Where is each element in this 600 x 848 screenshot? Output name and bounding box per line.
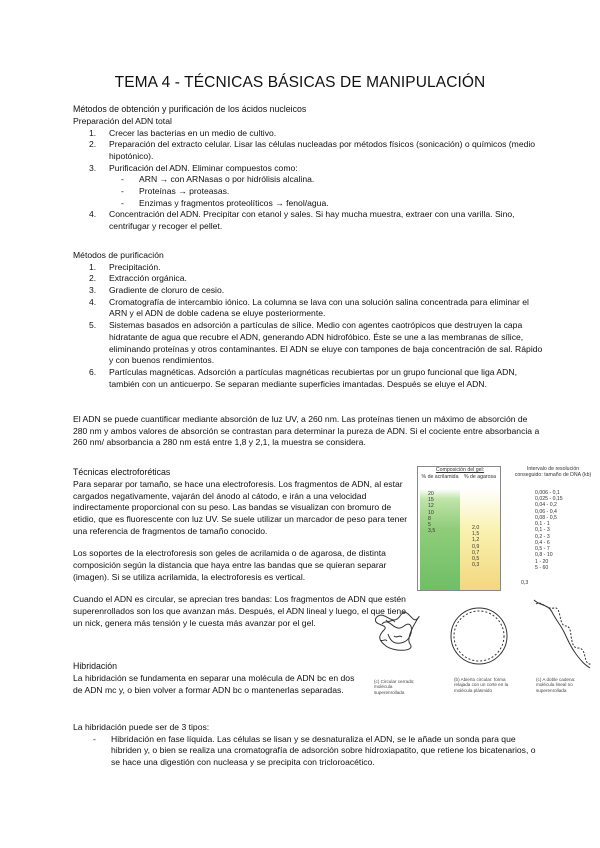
agarose-value: 0,3 <box>472 562 480 569</box>
item-number: 5. <box>89 320 97 331</box>
list-item <box>89 128 543 140</box>
linear-dna <box>534 600 592 668</box>
section-heading: Métodos de obtención y purificación de los ácidos nucleicos <box>73 104 307 114</box>
resolution-value: 0,06 - 0,4 <box>535 508 557 515</box>
agarose-value: 1,5 <box>472 531 480 538</box>
sub-item <box>121 198 543 210</box>
item-text: Gradiente de cloruro de cesio. <box>109 285 225 296</box>
resolution-values <box>535 490 563 571</box>
item-number: 4. <box>89 296 97 307</box>
item-number: 1. <box>89 127 97 138</box>
list-item <box>89 285 543 297</box>
item-text: Extracción orgánica. <box>109 273 187 284</box>
subheading: Preparación del ADN total <box>73 115 172 126</box>
agarose-value: 2,0 <box>472 525 480 531</box>
list-item <box>89 139 543 162</box>
item-text: Hibridación en fase líquida. Las células se lisan y se desnaturaliza el ADN, se le añade un sonda para que hibriden y, o bien se realiza una cromatografía de adsorción sobre hidroxiapatito, que retiene los bicatenarios, o se hace una digestión con nucleasa y se precipita con tricloroacético. <box>111 733 536 768</box>
paragraph: La hibridación puede ser de 3 tipos: <box>73 722 210 732</box>
acrylamide-value: 5 <box>428 522 431 529</box>
sub-item <box>121 186 543 198</box>
item-text: Preparación del extracto celular. Lisar las células nucleadas por métodos físicos (sonicación) o químicos (medio hipotónico). <box>109 139 536 162</box>
sub-item-text: Proteínas → proteasas. <box>139 186 230 197</box>
bullet-marker: - <box>93 733 96 744</box>
resolution-value: 0,2 - 3 <box>535 533 550 540</box>
section-heading: Hibridación <box>73 661 118 671</box>
sub-item-text: Enzimas y fragmentos proteolíticos → fenol/agua. <box>139 197 329 208</box>
gel-composition-figure <box>417 466 593 591</box>
resolution-header: Intervalo de resolución conseguido: tamaño de DNA (kb) <box>514 466 592 479</box>
supercoiled-dna <box>375 612 419 650</box>
resolution-value: 5 - 60 <box>535 564 549 571</box>
page-title: TEMA 4 - TÉCNICAS BÁSICAS DE MANIPULACIÓN <box>114 74 486 91</box>
dna-conformations-figure <box>364 596 596 695</box>
resolution-value: 0,025 - 0,15 <box>535 496 563 503</box>
item-text: Crecer las bacterias en un medio de cultivo. <box>109 127 277 138</box>
list-item <box>89 163 543 210</box>
section-obtencion <box>73 104 543 233</box>
agarose-header: % de agarosa <box>463 474 496 480</box>
list-item <box>89 262 543 274</box>
list-item <box>89 273 543 285</box>
acrylamide-values <box>428 491 435 535</box>
open-circular-dna <box>451 608 507 664</box>
item-number: 3. <box>89 285 97 296</box>
agarose-values <box>472 525 479 569</box>
paragraph: Para separar por tamaño, se hace una electroforesis. Los fragmentos de ADN, al estar cargados negativamente, vajarán del ánodo al cátodo, e irán a una velocidad indirectamente proporcional con su peso. Las bandas se visualizan con bromuro de etidio, que es fluorescente con luz UV. Se suele utilizar un marcador de peso para tener una referencia de fragmentos de tamaño conocido. <box>73 478 408 536</box>
agarose-value: 0,7 <box>472 549 480 556</box>
dash-marker: - <box>121 197 124 208</box>
caption-open-circular: (b) Abierto circular: forma relajada con un corte en la molécula plásmido <box>454 677 509 693</box>
sub-item <box>121 174 543 186</box>
section-hibridacion <box>73 661 363 696</box>
resolution-value: 0,1 - 1 <box>535 521 550 528</box>
sub-item-text: ARN → con ARNasas o por hidrólisis alcalina. <box>139 174 315 185</box>
caption-supercoiled: (c) Circular cerrado: molécula superenrollada <box>374 679 415 695</box>
acrylamide-column <box>420 489 460 590</box>
resolution-value: 0,04 - 0,2 <box>535 502 557 509</box>
paragraph: Cuando el ADN es circular, se aprecian tres bandas: Los fragmentos de ADN que estén superenrollados son los que avanzan más. Después, el ADN lineal y luego, el que tiene un nick, genera más tensión y le cuesta más avanzar por el gel. <box>73 594 406 628</box>
dash-marker: - <box>121 174 124 185</box>
item-text: Concentración del ADN. Precipitar con etanol y sales. Si hay mucha muestra, extraer con una varilla. Sino, centrifugar y recoger el pellet. <box>109 209 515 232</box>
acrylamide-header: % de acrilamida <box>421 474 459 480</box>
section-heading: Métodos de purificación <box>73 250 164 260</box>
item-number: 6. <box>89 366 97 377</box>
item-text: Partículas magnéticas. Adsorción a partículas magnéticas recubiertas por un grupo funcional que liga ADN, también con un anticuerpo. Se separan mediante superficies imantadas. Después se eluye el ADN. <box>109 366 517 389</box>
paragraph: Los soportes de la electroforesis son geles de acrilamida o de agarosa, de distinta composición según la distancia que haya entre las bandas que se quieran separar (imagen). Si se utiliza acrilamida, la electroforesis es vertical. <box>73 548 387 582</box>
steps-list <box>89 128 543 233</box>
acrylamide-value: 20 <box>428 491 434 497</box>
agarose-column <box>460 489 500 590</box>
gel-box-title: Composición del gel: <box>435 467 485 473</box>
quantification-paragraph: El ADN se puede cuantificar mediante absorción de luz UV, a 260 nm. Las proteínas tienen un máximo de absorción de 280 nm y ambos valores de absorción se contrastan para determinar la pureza de ADN. Si el cociente entre absorbancia a 260 nm/ absorbancia a 280 nm está entre 1,8 y 2,1, la muestra se considera. <box>73 414 540 448</box>
item-number: 2. <box>89 139 97 150</box>
dna-drawing <box>364 596 596 676</box>
section-purificacion <box>73 250 543 390</box>
item-text: Sistemas basados en adsorción a partículas de sílice. Medio con agentes caotrópicos que destruyen la capa hidratante de agua que recubre el ADN, generando ADN hidrofóbico. Éste se une a las membranas de sílice, eliminando proteínas y otros contaminantes. El ADN se eluye con tampones de baja concentración de sal. Rápido y con buenos rendimientos. <box>109 320 543 366</box>
item-number: 1. <box>89 261 97 272</box>
acrylamide-value: 8 <box>428 515 431 522</box>
agarose-value: 1,2 <box>472 537 480 544</box>
paragraph: La hibridación se fundamenta en separar una molécula de ADN bc en dos de ADN mc y, o bien volver a formar ADN bc o mantenerlas separadas. <box>73 672 355 695</box>
resolution-value: 0,8 - 10 <box>535 552 553 559</box>
resolution-value: 0,5 - 7 <box>535 546 550 553</box>
purification-list <box>89 262 543 391</box>
acrylamide-value: 15 <box>428 497 434 504</box>
acrylamide-value: 12 <box>428 503 434 510</box>
list-item <box>89 320 543 367</box>
caption-linear: (c) A doble cadena: molécula lineal no superenrollada <box>536 677 576 693</box>
resolution-value: 0,1 - 3 <box>535 527 550 534</box>
resolution-value: 0,4 - 6 <box>535 539 550 546</box>
acrylamide-value: 3,5 <box>428 528 436 535</box>
item-number: 3. <box>89 162 97 173</box>
list-item <box>93 734 543 769</box>
agarose-value: 0,9 <box>472 543 480 550</box>
item-text: Purificación del ADN. Eliminar compuestos como: <box>109 162 298 173</box>
agarose-value: 0,5 <box>472 556 480 563</box>
list-item <box>89 209 543 232</box>
section-hibridacion-types <box>73 722 543 769</box>
item-text: Precipitación. <box>109 261 161 272</box>
list-item <box>89 297 543 320</box>
section-electroforesis <box>73 467 411 630</box>
dash-marker: - <box>121 186 124 197</box>
extra-resolution-value: 0,3 <box>521 580 529 586</box>
resolution-value: 0,006 - 0,1 <box>535 490 560 496</box>
list-item <box>89 367 543 390</box>
sub-list <box>121 174 543 209</box>
resolution-value: 1 - 20 <box>535 558 549 565</box>
item-number: 4. <box>89 209 97 220</box>
acrylamide-value: 10 <box>428 509 434 516</box>
item-text: Cromatografía de intercambio iónico. La columna se lava con una solución salina concentrada para eliminar el ARN y el ADN de doble cadena se eluye posteriormente. <box>109 296 529 319</box>
gel-composition-box <box>417 466 501 591</box>
item-number: 2. <box>89 273 97 284</box>
resolution-value: 0,08 - 0,5 <box>535 514 557 521</box>
hybridization-list <box>93 734 543 769</box>
section-heading: Técnicas electroforéticas <box>73 467 171 477</box>
